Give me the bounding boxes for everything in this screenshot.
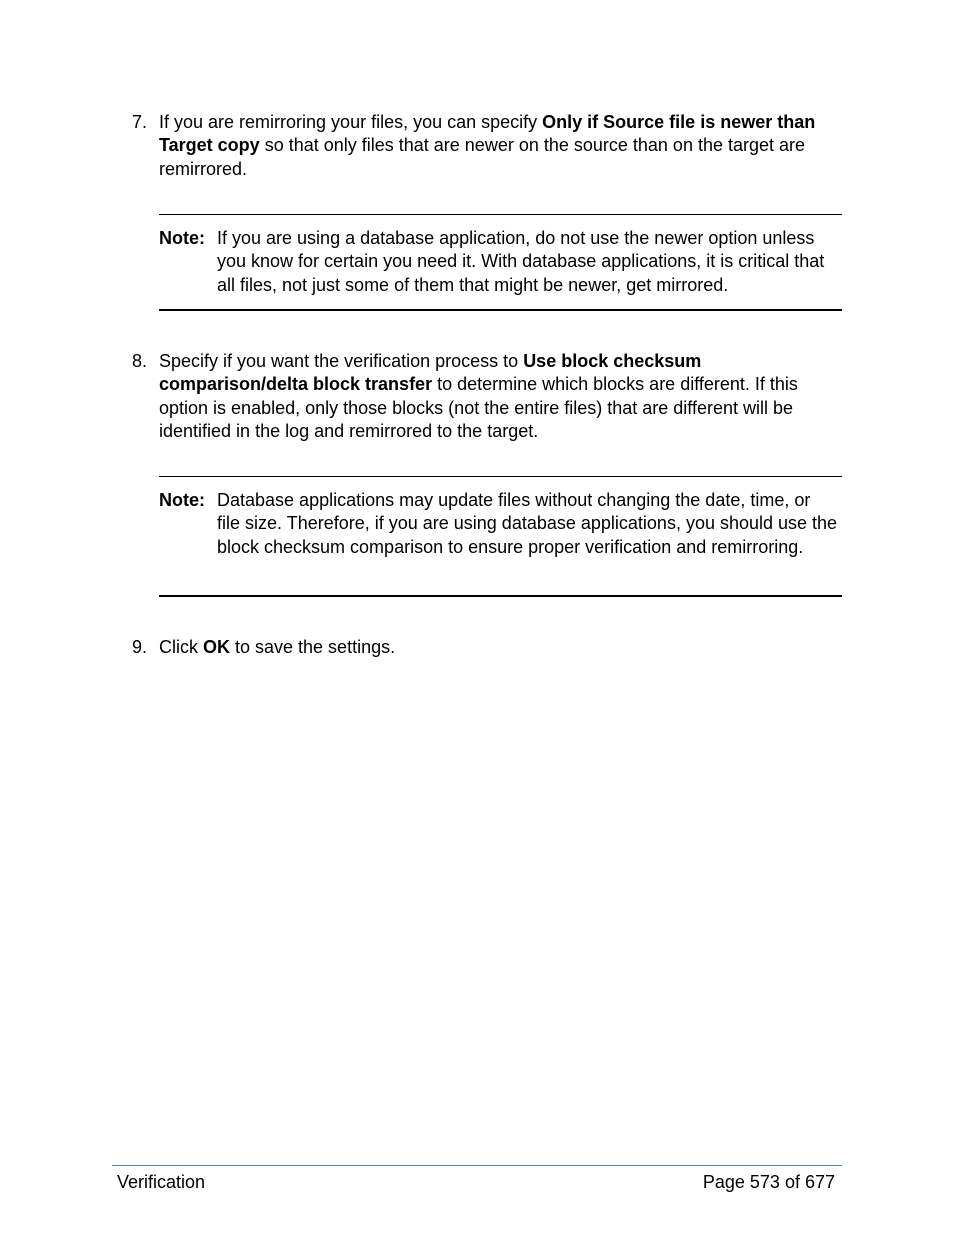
step-text-before: Click <box>159 637 203 657</box>
step-bold-text: Use block checksum comparison/delta block transfer <box>159 351 702 395</box>
step-text <box>159 111 832 181</box>
footer-page-number: Page 573 of 677 <box>702 1172 835 1192</box>
step-number: 7. <box>132 112 148 132</box>
step-9 <box>132 636 832 659</box>
step-number: 9. <box>132 637 148 657</box>
step-text-before: If you are remirroring your files, you can specify <box>159 112 543 132</box>
note-content <box>159 227 842 297</box>
note-label: Note: <box>159 490 205 510</box>
step-bold-text: Only if Source file is newer than Target copy <box>159 112 816 156</box>
note-text: If you are using a database application, do not use the newer option unless you know for certain you need it. With database applications, it is critical that all files, not just some of them that might be newer, get mirrored. <box>217 228 825 295</box>
step-7 <box>132 111 832 181</box>
step-text-after: to save the settings. <box>230 637 396 657</box>
note-label: Note: <box>159 228 205 248</box>
footer-divider <box>112 1165 842 1166</box>
step-text <box>159 350 832 444</box>
note-text: Database applications may update files without changing the date, time, or file size. Therefore, if you are using database applications, you should use the block checksum comparison to ensure proper verification and remirroring. <box>217 490 838 557</box>
step-text-before: Specify if you want the verification process to <box>159 351 524 371</box>
step-text <box>159 636 832 659</box>
note-box <box>159 214 842 311</box>
note-content <box>159 489 842 559</box>
note-box <box>159 476 842 597</box>
step-8 <box>132 350 832 444</box>
step-text-after: so that only files that are newer on the source than on the target are remirrored. <box>159 135 806 179</box>
step-number: 8. <box>132 351 148 371</box>
step-bold-text: OK <box>203 637 230 657</box>
footer-section-title: Verification <box>117 1172 206 1192</box>
step-text-after: to determine which blocks are different. If this option is enabled, only those blocks (not the entire files) that are different will be identified in the log and remirrored to the target. <box>159 374 798 442</box>
